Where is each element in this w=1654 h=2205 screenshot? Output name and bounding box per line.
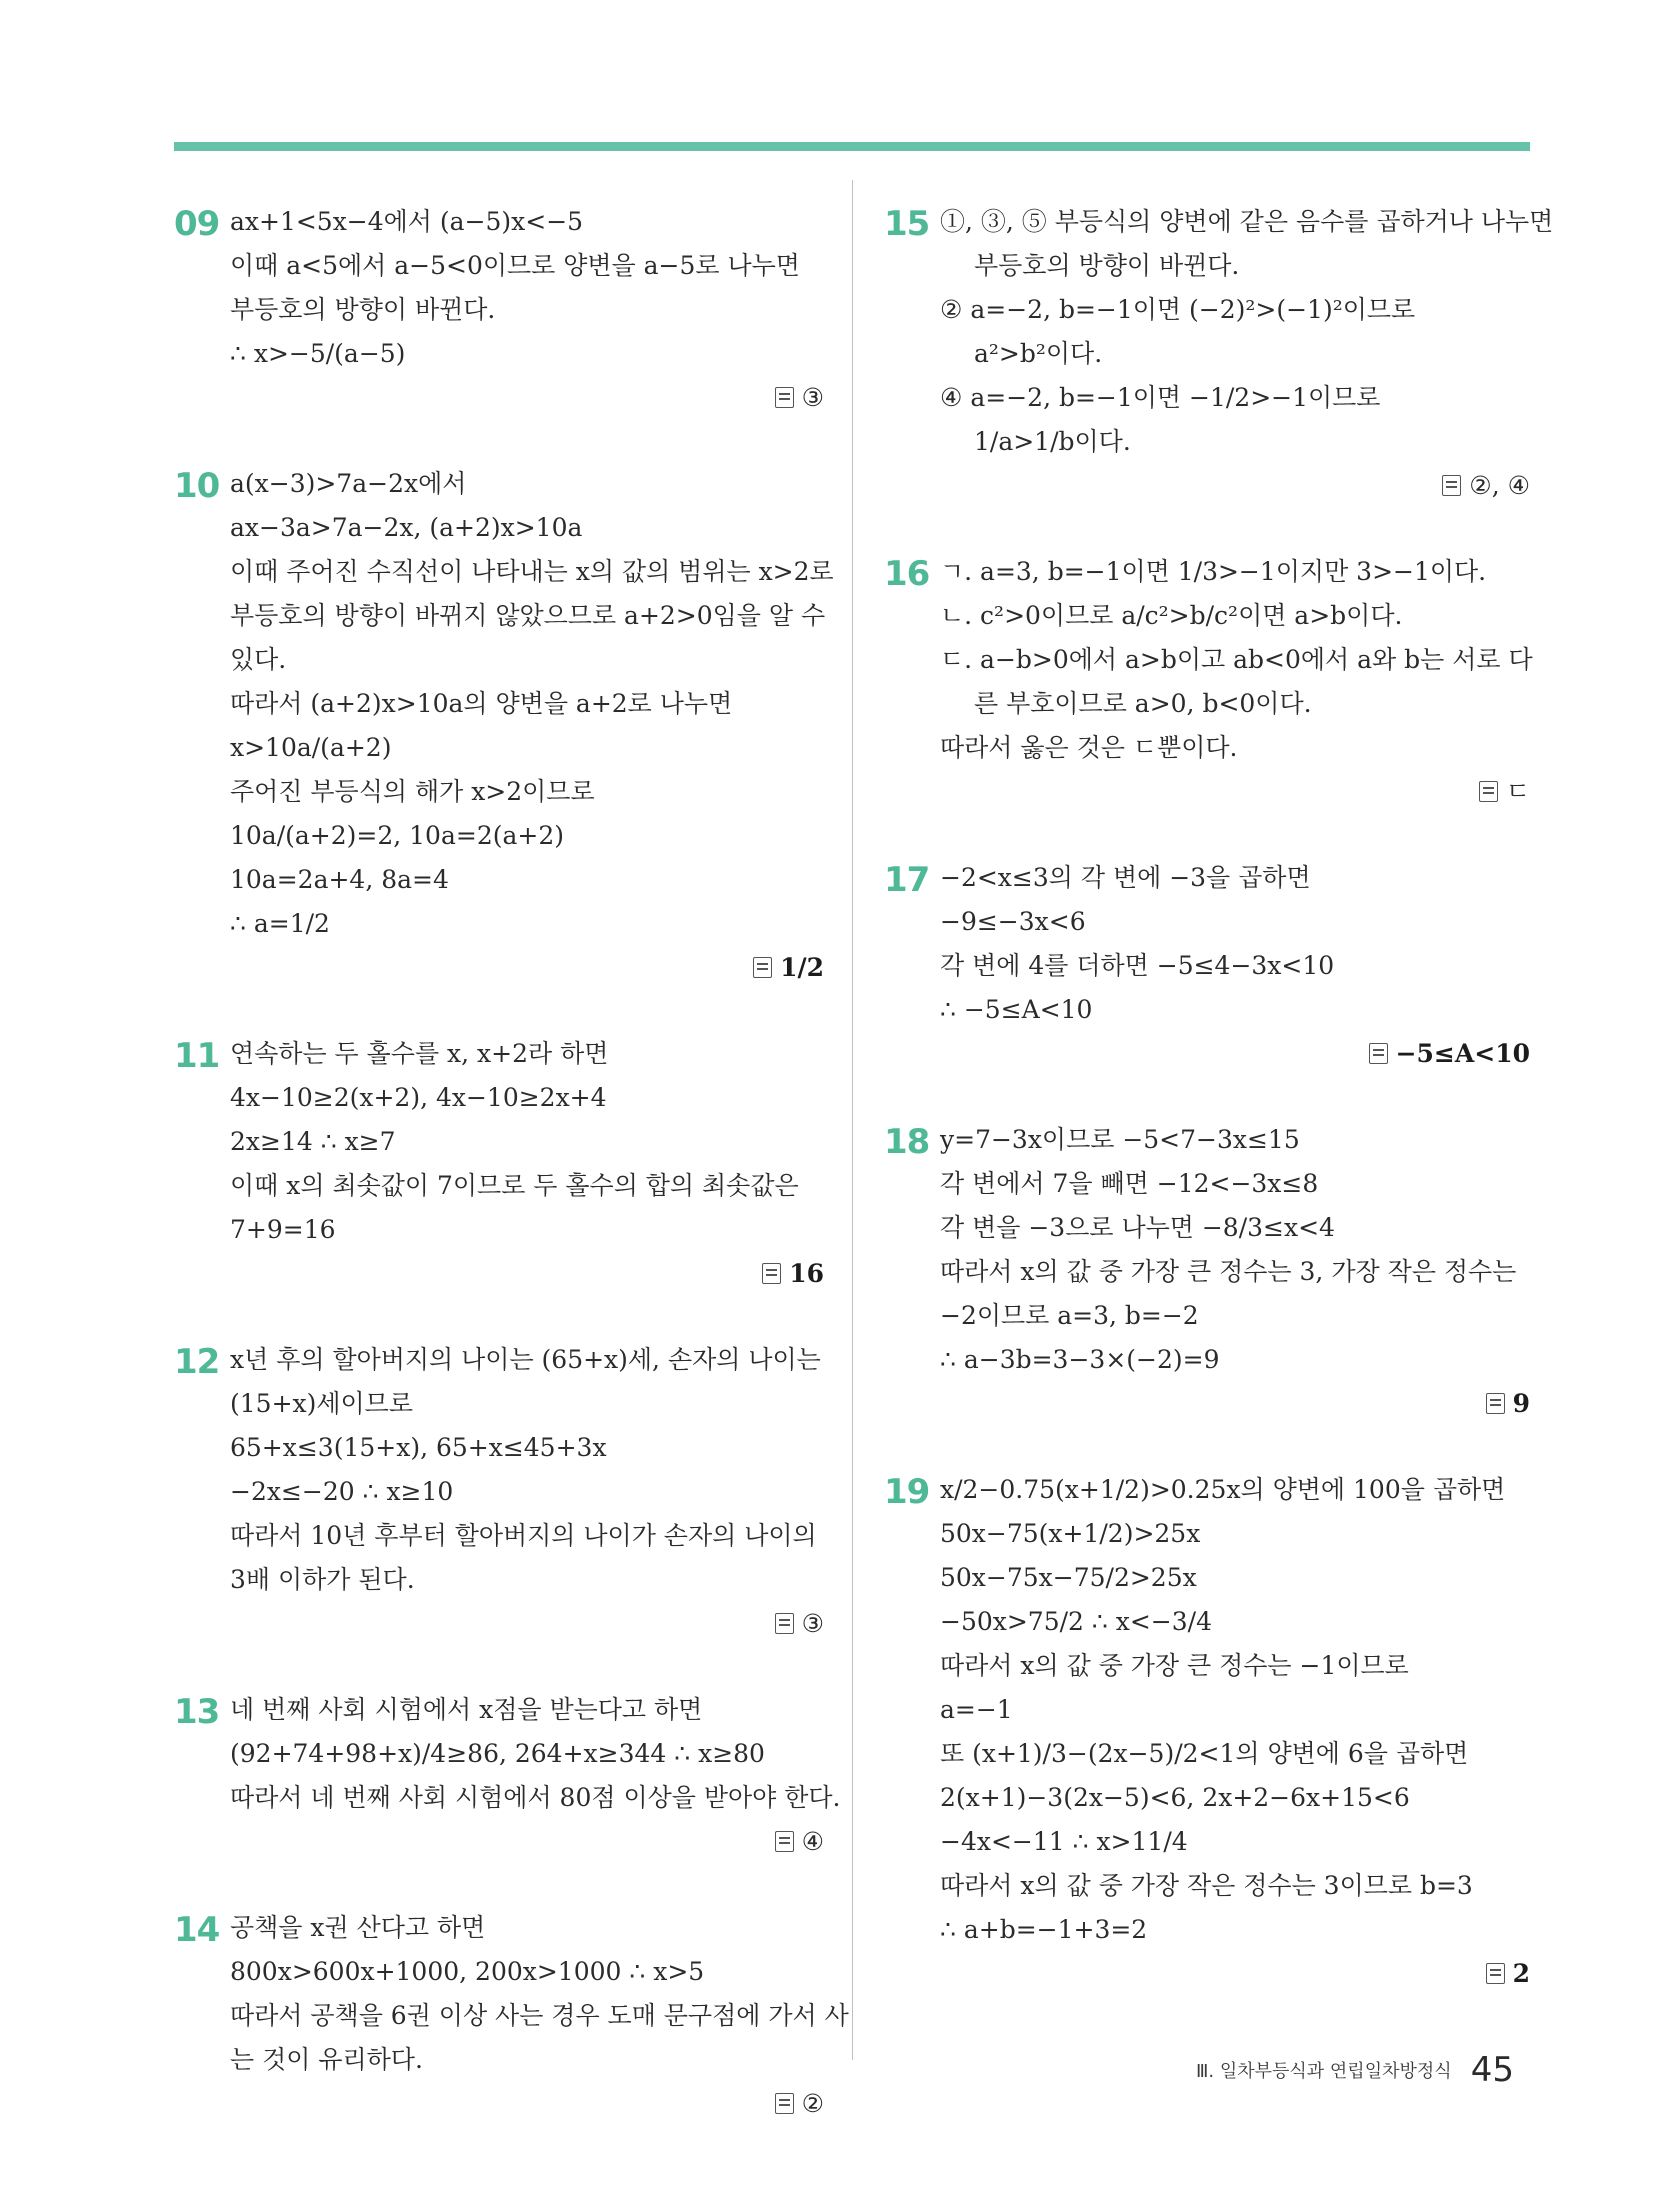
problem-number: 09 [174, 204, 220, 244]
solution-line: 각 변에 4를 더하면 −5≤4−3x<10 [940, 951, 1335, 980]
solution-line: ㄱ. a=3, b=−1이면 1/3>−1이지만 3>−1이다. [940, 557, 1487, 586]
answer [230, 946, 824, 990]
answer [940, 770, 1530, 814]
solution-line: 부등호의 방향이 바뀐다. [974, 251, 1240, 280]
chapter-title: Ⅲ. 일차부등식과 연립일차방정식 [1196, 2061, 1452, 2082]
solution-line: 있다. [230, 645, 287, 674]
solution-line: x>10a/(a+2) [230, 733, 392, 762]
solution-line: 따라서 공책을 6권 이상 사는 경우 도매 문구점에 가서 사 [230, 2001, 849, 2030]
problem-10 [174, 462, 834, 990]
solution-line: 는 것이 유리하다. [230, 2045, 423, 2074]
solution-line: 각 변에서 7을 빼면 −12<−3x≤8 [940, 1169, 1319, 1198]
problem-number: 14 [174, 1910, 220, 1950]
solution-line: 65+x≤3(15+x), 65+x≤45+3x [230, 1433, 607, 1462]
column-divider [852, 180, 853, 2060]
solution-line: 이때 a<5에서 a−5<0이므로 양변을 a−5로 나누면 [230, 251, 800, 280]
solution-line: −2<x≤3의 각 변에 −3을 곱하면 [940, 863, 1311, 892]
solution-line: −9≤−3x<6 [940, 907, 1086, 936]
problem-09 [174, 200, 824, 420]
solution-line: 50x−75x−75/2>25x [940, 1563, 1197, 1592]
solution-line: 2(x+1)−3(2x−5)<6, 2x+2−6x+15<6 [940, 1783, 1410, 1812]
solution-line: 이때 주어진 수직선이 나타내는 x의 값의 범위는 x>2로 [230, 557, 834, 586]
problem-number: 19 [884, 1472, 930, 1512]
solution-line: ∴ a−3b=3−3×(−2)=9 [940, 1345, 1220, 1374]
solution-line: 연속하는 두 홀수를 x, x+2라 하면 [230, 1039, 609, 1068]
answer-box-icon [762, 1263, 781, 1284]
answer-box-icon [753, 957, 772, 978]
problem-number: 10 [174, 466, 220, 506]
answer-box-icon [775, 2093, 794, 2114]
solution-line: 또 (x+1)/3−(2x−5)/2<1의 양변에 6을 곱하면 [940, 1739, 1469, 1768]
solution-line: ② a=−2, b=−1이면 (−2)²>(−1)²이므로 [940, 295, 1416, 324]
solution-line: 10a/(a+2)=2, 10a=2(a+2) [230, 821, 564, 850]
problem-number: 15 [884, 204, 930, 244]
solution-line: 부등호의 방향이 바뀌지 않았으므로 a+2>0임을 알 수 [230, 601, 826, 630]
page-number: 45 [1470, 2050, 1514, 2090]
answer [230, 2082, 824, 2126]
solution-line: 50x−75(x+1/2)>25x [940, 1519, 1201, 1548]
problem-17 [884, 856, 1530, 1076]
solution-line: 른 부호이므로 a>0, b<0이다. [974, 689, 1312, 718]
problem-14 [174, 1906, 849, 2126]
right-column [884, 200, 1554, 2038]
answer [230, 1820, 824, 1864]
solution-line: ∴ a=1/2 [230, 909, 330, 938]
solution-line: 3배 이하가 된다. [230, 1565, 415, 1594]
answer [230, 1602, 824, 1646]
solution-line: 1/a>1/b이다. [974, 427, 1131, 456]
problem-number: 17 [884, 860, 930, 900]
answer-value: 1/2 [780, 953, 824, 982]
problem-number: 12 [174, 1342, 220, 1382]
answer-box-icon [1479, 781, 1498, 802]
solution-line: x년 후의 할아버지의 나이는 (65+x)세, 손자의 나이는 [230, 1345, 821, 1374]
answer-box-icon [775, 1613, 794, 1634]
problem-16 [884, 550, 1533, 814]
answer-value: ② [801, 2089, 824, 2118]
solution-line: 따라서 x의 값 중 가장 큰 정수는 −1이므로 [940, 1651, 1409, 1680]
solution-line: ④ a=−2, b=−1이면 −1/2>−1이므로 [940, 383, 1381, 412]
solution-line: (15+x)세이므로 [230, 1389, 413, 1418]
answer [940, 1032, 1530, 1076]
solution-line: a²>b²이다. [974, 339, 1103, 368]
solution-line: 네 번째 사회 시험에서 x점을 받는다고 하면 [230, 1695, 703, 1724]
solution-line: −2이므로 a=3, b=−2 [940, 1301, 1199, 1330]
solution-line: ①, ③, ⑤ 부등식의 양변에 같은 음수를 곱하거나 나누면 [940, 207, 1554, 236]
solution-line: a=−1 [940, 1695, 1013, 1724]
solution-line: ㄴ. c²>0이므로 a/c²>b/c²이면 a>b이다. [940, 601, 1403, 630]
solution-line: 따라서 (a+2)x>10a의 양변을 a+2로 나누면 [230, 689, 733, 718]
solution-line: 주어진 부등식의 해가 x>2이므로 [230, 777, 595, 806]
answer-box-icon [775, 1831, 794, 1852]
answer-value: ㄷ [1505, 777, 1530, 806]
answer [940, 1382, 1530, 1426]
solution-line: ∴ x>−5/(a−5) [230, 339, 406, 368]
solution-line: 800x>600x+1000, 200x>1000 ∴ x>5 [230, 1957, 705, 1986]
solution-line: −4x<−11 ∴ x>11/4 [940, 1827, 1188, 1856]
problem-19 [884, 1468, 1530, 1996]
solution-line: ∴ a+b=−1+3=2 [940, 1915, 1148, 1944]
solution-line: 따라서 네 번째 사회 시험에서 80점 이상을 받아야 한다. [230, 1783, 841, 1812]
solution-line: y=7−3x이므로 −5<7−3x≤15 [940, 1125, 1300, 1154]
header-accent-bar [174, 142, 1530, 151]
answer-box-icon [1486, 1393, 1505, 1414]
answer-box-icon [1442, 475, 1461, 496]
answer-value: ④ [801, 1827, 824, 1856]
solution-line: 각 변을 −3으로 나누면 −8/3≤x<4 [940, 1213, 1335, 1242]
answer-value: 16 [789, 1259, 824, 1288]
answer [940, 464, 1530, 508]
problem-number: 11 [174, 1036, 220, 1076]
answer-value: ③ [801, 1609, 824, 1638]
solution-line: 따라서 x의 값 중 가장 큰 정수는 3, 가장 작은 정수는 [940, 1257, 1517, 1286]
problem-12 [174, 1338, 824, 1646]
problem-11 [174, 1032, 824, 1296]
solution-line: a(x−3)>7a−2x에서 [230, 469, 467, 498]
solution-line: −50x>75/2 ∴ x<−3/4 [940, 1607, 1212, 1636]
left-column [174, 200, 849, 2168]
problem-number: 16 [884, 554, 930, 594]
solution-line: ax+1<5x−4에서 (a−5)x<−5 [230, 207, 584, 236]
solution-line: 4x−10≥2(x+2), 4x−10≥2x+4 [230, 1083, 607, 1112]
page-footer [1196, 2050, 1514, 2090]
answer-box-icon [775, 387, 794, 408]
solution-line: 따라서 x의 값 중 가장 작은 정수는 3이므로 b=3 [940, 1871, 1473, 1900]
problem-18 [884, 1118, 1530, 1426]
answer-value: ②, ④ [1469, 471, 1530, 500]
solution-line: 공책을 x권 산다고 하면 [230, 1913, 486, 1942]
solution-line: −2x≤−20 ∴ x≥10 [230, 1477, 454, 1506]
solution-line: 따라서 옳은 것은 ㄷ뿐이다. [940, 733, 1238, 762]
solution-line: (92+74+98+x)/4≥86, 264+x≥344 ∴ x≥80 [230, 1739, 765, 1768]
answer-box-icon [1369, 1043, 1388, 1064]
answer-value: ③ [801, 383, 824, 412]
solution-line: 이때 x의 최솟값이 7이므로 두 홀수의 합의 최솟값은 [230, 1171, 799, 1200]
problem-13 [174, 1688, 841, 1864]
answer-box-icon [1486, 1963, 1505, 1984]
solution-line: ㄷ. a−b>0에서 a>b이고 ab<0에서 a와 b는 서로 다 [940, 645, 1533, 674]
solution-line: ax−3a>7a−2x, (a+2)x>10a [230, 513, 583, 542]
answer-value: 9 [1512, 1389, 1530, 1418]
solution-line: 따라서 10년 후부터 할아버지의 나이가 손자의 나이의 [230, 1521, 817, 1550]
answer [230, 1252, 824, 1296]
problem-number: 13 [174, 1692, 220, 1732]
problem-number: 18 [884, 1122, 930, 1162]
problem-15 [884, 200, 1554, 508]
solution-line: ∴ −5≤A<10 [940, 995, 1093, 1024]
solution-line: 부등호의 방향이 바뀐다. [230, 295, 496, 324]
solution-line: 7+9=16 [230, 1215, 336, 1244]
answer [940, 1952, 1530, 1996]
solution-line: 10a=2a+4, 8a=4 [230, 865, 449, 894]
solution-line: 2x≥14 ∴ x≥7 [230, 1127, 396, 1156]
answer [230, 376, 824, 420]
solution-line: x/2−0.75(x+1/2)>0.25x의 양변에 100을 곱하면 [940, 1475, 1506, 1504]
answer-value: −5≤A<10 [1395, 1039, 1530, 1068]
answer-value: 2 [1512, 1959, 1530, 1988]
